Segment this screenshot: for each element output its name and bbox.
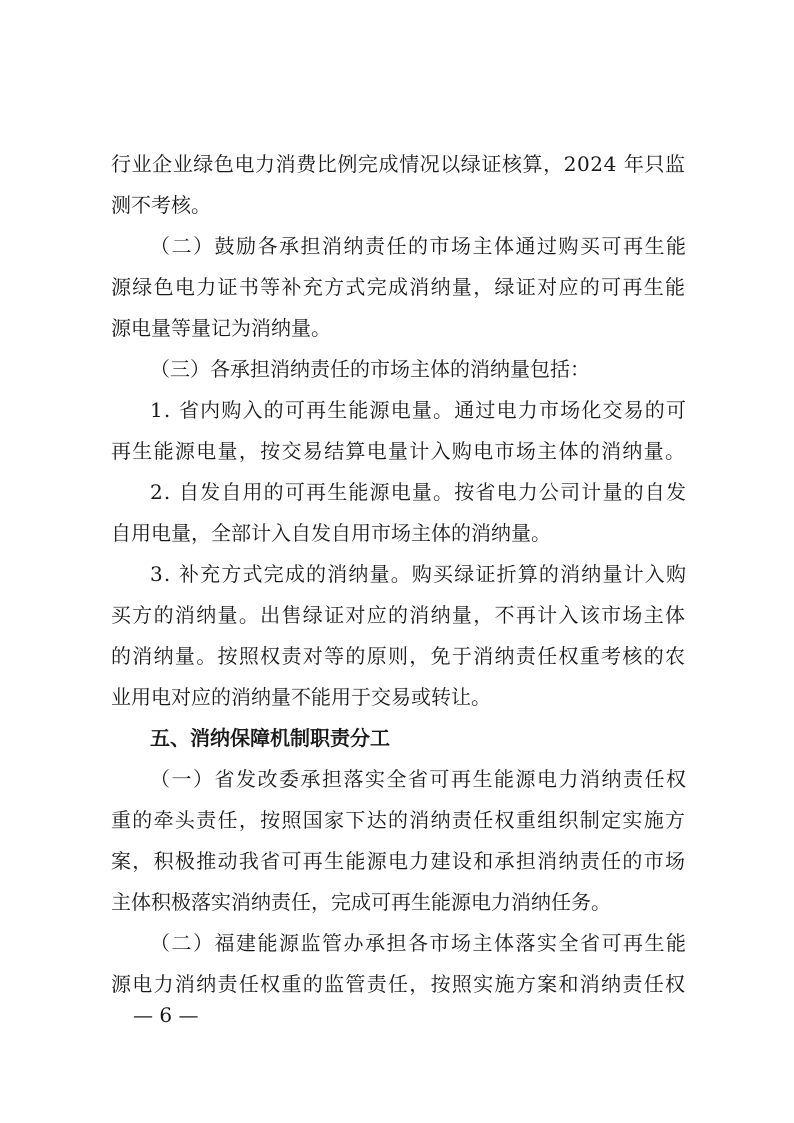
- page-number: — 6 —: [133, 1003, 199, 1027]
- body-text-line: 业用电对应的消纳量不能用于交易或转让。: [111, 685, 491, 709]
- body-text-line: 的消纳量。按照权责对等的原则，免于消纳责任权重考核的农: [111, 644, 687, 668]
- body-text-line: （三）各承担消纳责任的市场主体的消纳量包括：: [150, 357, 590, 381]
- body-text-line: 主体积极落实消纳责任，完成可再生能源电力消纳任务。: [111, 890, 611, 914]
- body-text-line: 测不考核。: [111, 193, 211, 217]
- body-text-line: 3. 补充方式完成的消纳量。购买绿证折算的消纳量计入购: [150, 562, 688, 586]
- body-text-line: 1. 省内购入的可再生能源电量。通过电力市场化交易的可: [150, 398, 688, 422]
- body-text-line: 行业企业绿色电力消费比例完成情况以绿证核算，2024 年只监: [111, 152, 686, 176]
- body-text-line: （二）福建能源监管办承担各市场主体落实全省可再生能: [150, 931, 688, 955]
- body-text-line: （一）省发改委承担落实全省可再生能源电力消纳责任权: [150, 767, 688, 791]
- body-text-line: 自用电量，全部计入自发自用市场主体的消纳量。: [111, 521, 551, 545]
- section-heading: 五、消纳保障机制职责分工: [150, 726, 390, 750]
- body-text-line: 再生能源电量，按交易结算电量计入购电市场主体的消纳量。: [111, 439, 687, 463]
- body-text-line: 源电力消纳责任权重的监管责任，按照实施方案和消纳责任权: [111, 972, 687, 996]
- body-text-line: 买方的消纳量。出售绿证对应的消纳量，不再计入该市场主体: [111, 603, 687, 627]
- body-text-line: 源绿色电力证书等补充方式完成消纳量，绿证对应的可再生能: [111, 275, 687, 299]
- body-text-line: （二）鼓励各承担消纳责任的市场主体通过购买可再生能: [150, 234, 688, 258]
- body-text-line: 重的牵头责任，按照国家下达的消纳责任权重组织制定实施方: [111, 808, 687, 832]
- body-text-line: 案，积极推动我省可再生能源电力建设和承担消纳责任的市场: [111, 849, 687, 873]
- body-text-line: 2. 自发自用的可再生能源电量。按省电力公司计量的自发: [150, 480, 688, 504]
- body-text-line: 源电量等量记为消纳量。: [111, 316, 331, 340]
